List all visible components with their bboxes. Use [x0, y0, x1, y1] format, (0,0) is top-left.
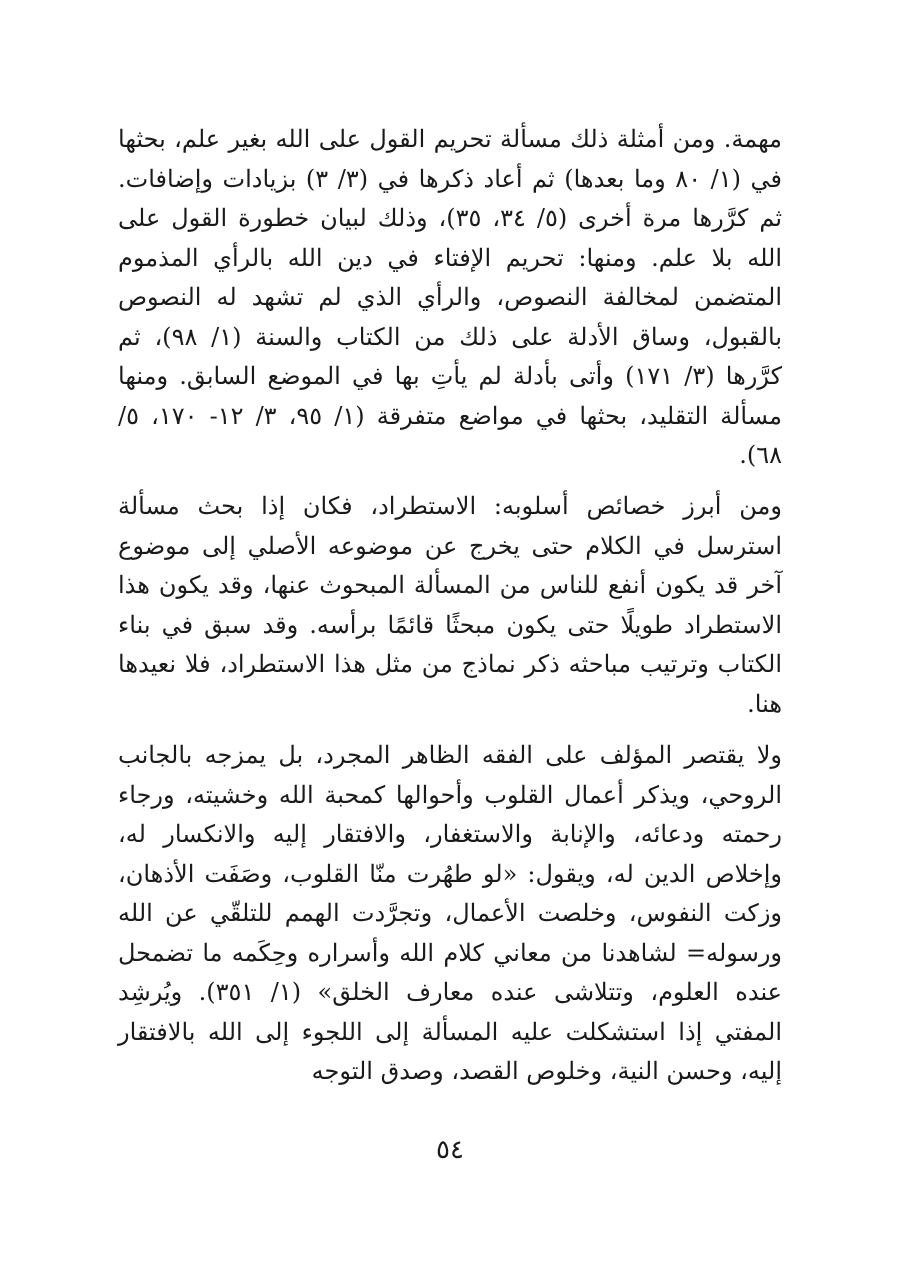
body-paragraph-1: [118, 120, 782, 476]
paragraph-text: ولا يقتصر المؤلف على الفقه الظاهر المجرد، بل يمزجه بالجانب الروحي، ويذكر أعمال القلوب وأحوالها كمحبة الله وخشيته، ورجاء رحمته ودعائه، والإنابة والاستغفار، والافتقار إليه والانكسار له، وإخلاص الدين له، ويقول: «لو طهُرت منّا القلوب، وصَفَت الأذهان، وزكت النفوس، وخلصت الأعمال، وتجرَّدت الهمم للتلقّي عن الله ورسوله= لشاهدنا من معاني كلام الله وأسراره وحِكَمه ما تضمحل عنده العلوم، وتتلاشى عنده معارف الخلق» (١/ ٣٥١). ويُرشِد المفتي إذا استشكلت عليه المسألة إلى اللجوء إلى الله بالافتقار إليه، وحسن النية، وخلوص القصد، وصدق التوجه: [118, 741, 783, 1085]
body-paragraph-3: [118, 736, 782, 1092]
paragraph-text: مهمة. ومن أمثلة ذلك مسألة تحريم القول على الله بغير علم، بحثها في (١/ ٨٠ وما بعدها) ثم أعاد ذكرها في (٣/ ٣) بزيادات وإضافات. ثم كرَّرها مرة أخرى (٥/ ٣٤، ٣٥)، وذلك لبيان خطورة القول على الله بلا علم. ومنها: تحريم الإفتاء في دين الله بالرأي المذموم المتضمن لمخالفة النصوص، والرأي الذي لم تشهد له النصوص بالقبول، وساق الأدلة على ذلك من الكتاب والسنة (١/ ٩٨)، ثم كرَّرها (٣/ ١٧١) وأتى بأدلة لم يأتِ بها في الموضع السابق. ومنها مسألة التقليد، بحثها في مواضع متفرقة (١/ ٩٥، ٣/ ١٢- ١٧٠، ٥/ ٦٨).: [118, 125, 783, 469]
body-paragraph-2: [118, 487, 782, 724]
page-number: ٥٤: [436, 1135, 464, 1165]
paragraph-text: ومن أبرز خصائص أسلوبه: الاستطراد، فكان إذا بحث مسألة استرسل في الكلام حتى يخرج عن موضوعه الأصلي إلى موضوع آخر قد يكون أنفع للناس من المسألة المبحوث عنها، وقد يكون هذا الاستطراد طويلًا حتى يكون مبحثًا قائمًا برأسه. وقد سبق في بناء الكتاب وترتيب مباحثه ذكر نماذج من مثل هذا الاستطراد، فلا نعيدها هنا.: [118, 492, 782, 718]
